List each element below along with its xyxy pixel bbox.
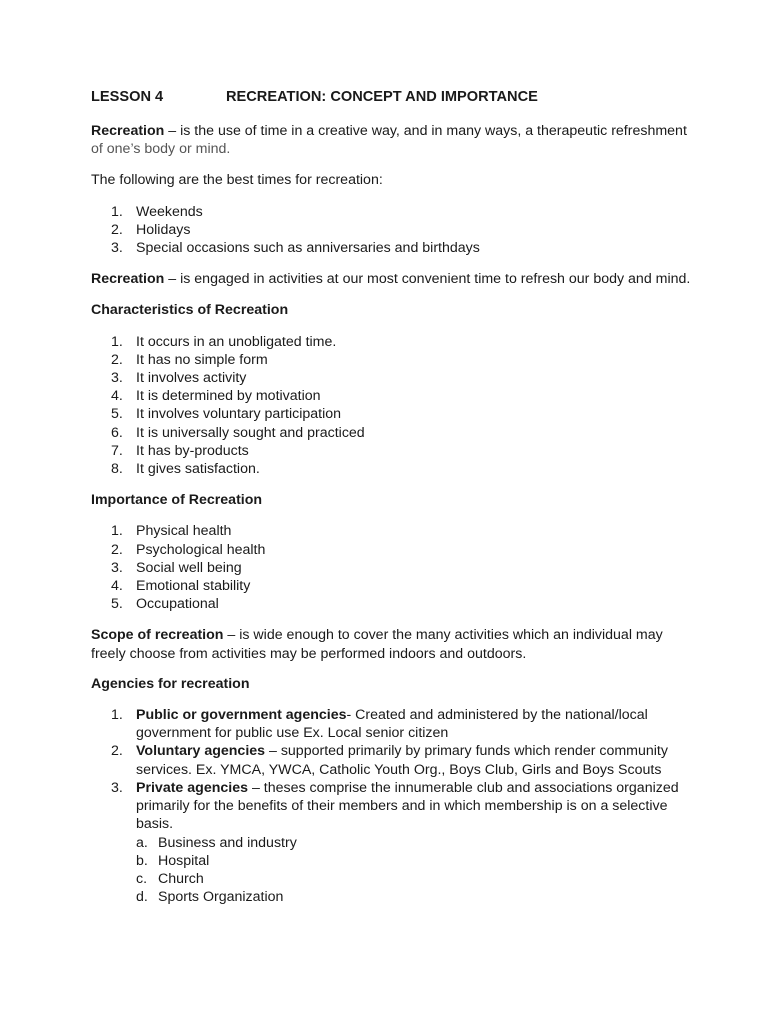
list-item [91,595,691,613]
list-item [91,541,691,559]
sub-list-letter: a. [136,834,148,851]
list-number: 4. [111,578,123,595]
scope-term: Scope of recreation [91,627,224,644]
best-times-intro: The following are the best times for recreation: [91,172,383,189]
definition-continuation: of one’s body or mind. [91,141,231,158]
list-number: 2. [111,743,123,760]
lesson-topic: RECREATION: CONCEPT AND IMPORTANCE [226,89,538,105]
list-item [91,742,691,778]
list-text: Holidays [136,221,191,238]
list-number: 5. [111,596,123,613]
private-agencies-sublist-wrap [91,834,691,907]
agency-continuation: services. Ex. YMCA, YWCA, Catholic Youth Org., Boys Club, Girls and Boys Scouts [136,761,662,778]
list-number: 1. [111,203,123,220]
private-agencies-sublist [136,834,691,907]
list-text: Special occasions such as anniversaries and birthdays [136,240,480,257]
list-text: Social well being [136,559,242,576]
list-text: It has by-products [136,442,249,459]
sub-list-item [136,834,691,852]
list-item [91,405,691,423]
agency-term: Private agencies [136,779,248,796]
list-number: 1. [111,333,123,350]
importance-heading: Importance of Recreation [91,492,263,509]
scope-paragraph [91,626,691,662]
agency-text: – supported primarily by primary funds which render community [265,743,668,760]
list-text: It gives satisfaction. [136,461,260,478]
agency-continuation: government for public use Ex. Local senior citizen [136,725,449,742]
list-item [91,559,691,577]
sub-list-text: Business and industry [158,834,297,851]
document-page [91,88,691,906]
agency-continuation: basis. [136,816,174,833]
list-number: 1. [111,523,123,540]
characteristics-list [91,333,691,479]
scope-text: – is wide enough to cover the many activities which an individual may [223,627,663,644]
agency-text: - Created and administered by the national/local [346,707,648,724]
list-text: It involves voluntary participation [136,406,342,423]
agency-text: – theses comprise the innumerable club and associations organized [248,779,679,796]
list-item [91,203,691,221]
list-item [91,424,691,442]
definition-term: Recreation [91,271,165,288]
list-item [91,221,691,239]
list-number: 3. [111,370,123,387]
recreation-definition-2 [91,270,691,288]
sub-list-item [136,888,691,906]
list-text: It occurs in an unobligated time. [136,333,337,350]
agencies-list [91,706,691,833]
list-number: 8. [111,461,123,478]
list-item [91,779,691,834]
list-text: It involves activity [136,370,247,387]
best-times-list [91,203,691,258]
list-number: 3. [111,240,123,257]
list-item [91,522,691,540]
sub-list-letter: b. [136,852,148,869]
sub-list-item [136,852,691,870]
list-number: 4. [111,388,123,405]
list-number: 6. [111,424,123,441]
sub-list-text: Church [158,870,204,887]
list-text: It is determined by motivation [136,388,321,405]
lesson-title [91,88,691,108]
agency-term: Voluntary agencies [136,743,266,760]
definition-term: Recreation [91,123,165,139]
agency-continuation: primarily for the benefits of their members and in which membership is on a selective [136,798,668,815]
sub-list-text: Hospital [158,852,210,869]
list-text: Physical health [136,523,232,540]
list-number: 7. [111,442,123,459]
list-item [91,387,691,405]
list-number: 2. [111,541,123,558]
importance-list [91,522,691,613]
list-text: Psychological health [136,541,266,558]
characteristics-heading: Characteristics of Recreation [91,302,289,319]
list-number: 3. [111,779,123,796]
list-text: Weekends [136,203,203,220]
list-item [91,460,691,478]
sub-list-letter: c. [136,870,148,887]
list-item [91,351,691,369]
list-item [91,442,691,460]
list-number: 1. [111,707,123,724]
list-text: It has no simple form [136,351,268,368]
list-item [91,239,691,257]
list-item [91,333,691,351]
list-item [91,577,691,595]
recreation-definition-1 [91,122,691,158]
list-text: Emotional stability [136,578,251,595]
agency-term: Public or government agencies [136,707,347,724]
sub-list-letter: d. [136,889,148,906]
sub-list-item [136,870,691,888]
agencies-heading: Agencies for recreation [91,675,250,692]
scope-continuation: freely choose from activities may be performed indoors and outdoors. [91,645,527,662]
list-number: 5. [111,406,123,423]
list-text: It is universally sought and practiced [136,424,365,441]
list-item [91,369,691,387]
list-number: 2. [111,351,123,368]
definition-text: – is the use of time in a creative way, and in many ways, a therapeutic refreshment [164,123,687,139]
definition-text: – is engaged in activities at our most convenient time to refresh our body and mind. [164,271,691,288]
list-number: 3. [111,559,123,576]
sub-list-text: Sports Organization [158,889,284,906]
lesson-number: LESSON 4 [91,89,164,105]
list-number: 2. [111,221,123,238]
list-text: Occupational [136,596,219,613]
list-item [91,706,691,742]
